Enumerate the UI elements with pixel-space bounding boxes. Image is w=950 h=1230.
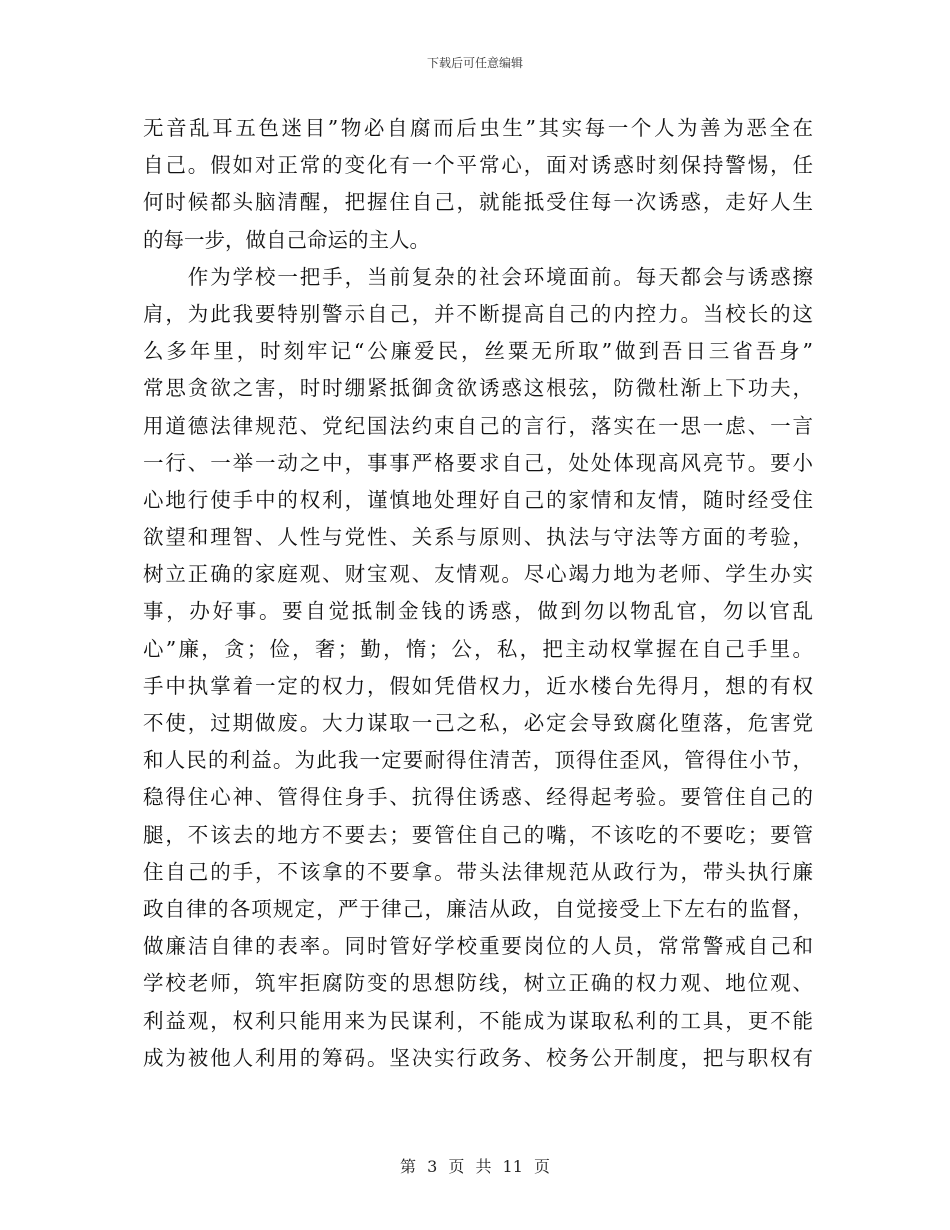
text-line: 手中执掌着一定的权力，假如凭借权力，近水楼台先得月，想的有权 [143,673,813,698]
text-line: 和人民的利益。为此我一定要耐得住清苦，顶得住歪风，管得住小节， [143,748,813,773]
text-line: 一行、一举一动之中，事事严格要求自己，处处体现高风亮节。要小 [143,450,813,475]
text-line: 心”廉，贪；俭，奢；勤，惰；公，私，把主动权掌握在自己手里。 [143,636,813,661]
text-line: 学校老师，筑牢拒腐防变的思想防线，树立正确的权力观、地位观、 [143,971,813,996]
text-line: 不使，过期做废。大力谋取一己之私，必定会导致腐化堕落，危害党 [143,711,813,735]
text-line: 么多年里，时刻牢记“公廉爱民，丝粟无所取”做到吾日三省吾身” [143,339,813,364]
text-line: 无音乱耳五色迷目”物必自腐而后虫生”其实每一个人为善为恶全在 [143,116,813,140]
document-body [143,110,813,1077]
text-line: 的每一步，做自己命运的主人。 [143,227,430,252]
text-line: 成为被他人利用的筹码。坚决实行政务、校务公开制度，把与职权有 [143,1045,813,1070]
text-line: 用道德法律规范、党纪国法约束自己的言行，落实在一思一虑、一言 [143,413,813,438]
text-line: 肩，为此我要特别警示自己，并不断提高自己的内控力。当校长的这 [143,301,813,326]
text-line: 作为学校一把手，当前复杂的社会环境面前。每天都会与诱惑擦 [143,264,813,289]
text-line: 政自律的各项规定，严于律己，廉洁从政，自觉接受上下左右的监督， [143,896,813,921]
text-line: 欲望和理智、人性与党性、关系与原则、执法与守法等方面的考验， [143,525,813,550]
page-header: 下载后可任意编辑 [426,56,523,70]
text-line: 何时候都头脑清醒，把握住自己，就能抵受住每一次诱惑，走好人生 [143,190,813,215]
text-line: 自己。假如对正常的变化有一个平常心，面对诱惑时刻保持警惕，任 [143,153,813,178]
text-line: 腿，不该去的地方不要去；要管住自己的嘴，不该吃的不要吃；要管 [143,822,813,847]
text-line: 树立正确的家庭观、财宝观、友情观。尽心竭力地为老师、学生办实 [143,562,813,587]
text-line: 利益观，权利只能用来为民谋利，不能成为谋取私利的工具，更不能 [143,1008,813,1033]
text-line: 做廉洁自律的表率。同时管好学校重要岗位的人员，常常警戒自己和 [143,934,813,959]
text-line: 住自己的手，不该拿的不要拿。带头法律规范从政行为，带头执行廉 [143,859,813,884]
text-line: 常思贪欲之害，时时绷紧抵御贪欲诱惑这根弦，防微杜渐上下功夫， [143,376,813,401]
text-line: 心地行使手中的权利，谨慎地处理好自己的家情和友情，随时经受住 [143,487,813,512]
text-line: 稳得住心神、管得住身手、抗得住诱惑、经得起考验。要管住自己的 [143,785,813,810]
text-line: 事，办好事。要自觉抵制金钱的诱惑，做到勿以物乱官，勿以官乱 [143,599,813,624]
page-number-footer: 第 3 页 共 11 页 [400,1157,550,1176]
